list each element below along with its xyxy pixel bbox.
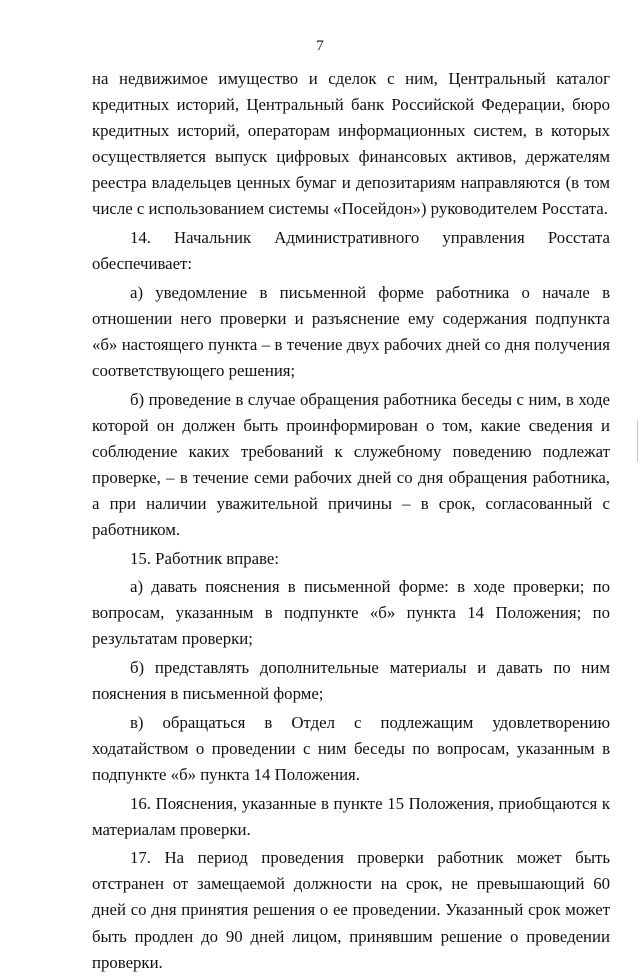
paragraph-15: 15. Работник вправе: [130,548,279,568]
paragraph-14a: а) уведомление в письменной форме работника о начале в отношении него проверки и разъяснение ему содержания подпункта «б» настоящего пункта – в течение двух рабочих дней со дня получения соответствующего решения; [92,282,610,381]
paragraph-17: 17. На период проведения проверки работник может быть отстранен от замещаемой должности на срок, не превышающий 60 дней со дня принятия решения о ее проведении. Указанный срок может быть продлен до 90 дней лицом, принявшим решение о проведении проверки. [92,848,610,972]
paragraph-15b: б) представлять дополнительные материалы и давать по ним пояснения в письменной форме; [92,658,610,704]
scan-edge-mark [637,420,638,462]
document-body [92,66,610,976]
paragraph-14b: б) проведение в случае обращения работника беседы с ним, в ходе которой он должен быть проинформирован о том, какие сведения и соблюдение каких требований к служебному поведению подлежат проверке, – в течение семи рабочих дней со дня обращения работника, а при наличии уважительной причины – в срок, согласованный с работником. [92,389,610,540]
paragraph-15c: в) обращаться в Отдел с подлежащим удовлетворению ходатайством о проведении с ним беседы по вопросам, указанным в подпункте «б» пункта 14 Положения. [92,712,610,784]
paragraph-16: 16. Пояснения, указанные в пункте 15 Положения, приобщаются к материалам проверки. [92,793,610,839]
paragraph-14: 14. Начальник Административного управления Росстата обеспечивает: [92,228,610,274]
page-number: 7 [316,38,324,54]
paragraph-15a: а) давать пояснения в письменной форме: в ходе проверки; по вопросам, указанным в подпункте «б» пункта 14 Положения; по результатам проверки; [92,577,610,649]
paragraph-13-continuation: на недвижимое имущество и сделок с ним, Центральный каталог кредитных историй, Центральный банк Российской Федерации, бюро кредитных историй, операторам информационных систем, в которых осуществляется выпуск цифровых финансовых активов, держателям реестра владельцев ценных бумаг и депозитариям направляются (в том числе с использованием системы «Посейдон») руководителем Росстата. [92,69,610,219]
